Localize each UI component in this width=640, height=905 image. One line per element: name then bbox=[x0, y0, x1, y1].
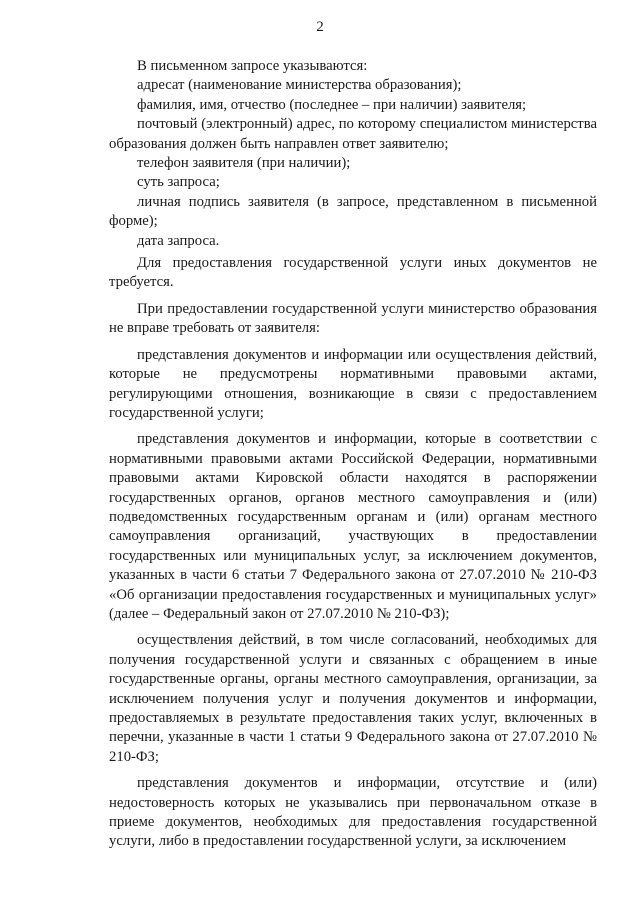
paragraph-request-essence: суть запроса; bbox=[137, 174, 220, 191]
paragraph-restriction-documents: представления документов и информации, которые в соответствии с нормативными правовыми актами Российской Федерации, нормативными правовыми актами Кировской области находятся в распоряжении государственных органов, органов местного самоуправления и (или) подведомственных государственным органам и (или) органам местного самоуправления организаций, участвующих в предоставлении государственных или муниципальных услуг, за исключением документов, указанных в части 6 статьи 7 Федерального закона от 27.07.2010 № 210-ФЗ «Об организации предоставления государственных и муниципальных услуг» (далее – Федеральный закон от 27.07.2010 № 210-ФЗ); bbox=[109, 431, 597, 622]
paragraph-signature: личная подпись заявителя (в запросе, представленном в письменной форме); bbox=[109, 193, 597, 230]
page-number: 2 bbox=[316, 19, 324, 35]
paragraph-full-name: фамилия, имя, отчество (последнее – при наличии) заявителя; bbox=[137, 96, 527, 113]
paragraph-restriction-approvals: осуществления действий, в том числе согласований, необходимых для получения государственной услуги и связанных с обращением в иные государственные органы, органы местного самоуправления, организации, за исключением получения услуг и получения документов и информации, предоставляемых в результате предоставления таких услуг, включенных в перечни, указанные в части 1 статьи 9 Федерального закона от 27.07.2010 № 210-ФЗ; bbox=[109, 632, 597, 765]
paragraph-phone: телефон заявителя (при наличии); bbox=[137, 155, 351, 172]
paragraph-postal-address: почтовый (электронный) адрес, по которому специалистом министерства образования должен быть направлен ответ заявителю; bbox=[109, 116, 597, 152]
document-body bbox=[109, 57, 597, 852]
paragraph-addressee: адресат (наименование министерства образования); bbox=[137, 77, 462, 94]
paragraph-no-other-documents: Для предоставления государственной услуги иных документов не требуется. bbox=[109, 255, 597, 291]
paragraph-ministry-restrictions: При предоставлении государственной услуги министерство образования не вправе требовать от заявителя: bbox=[109, 300, 597, 337]
paragraph-request-contents: В письменном запросе указываются: bbox=[137, 58, 368, 74]
paragraph-restriction-missing-info: представления документов и информации, отсутствие и (или) недостоверность которых не указывались при первоначальном отказе в приеме документов, необходимых для предоставления государственной услуги, либо в предоставлении государственной услуги, за исключением bbox=[109, 775, 597, 850]
paragraph-request-date: дата запроса. bbox=[137, 232, 220, 249]
paragraph-restriction-actions: представления документов и информации или осуществления действий, которые не предусмотрены нормативными правовыми актами, регулирующими отношения, возникающие в связи с предоставлением государственной услуги; bbox=[109, 346, 597, 421]
